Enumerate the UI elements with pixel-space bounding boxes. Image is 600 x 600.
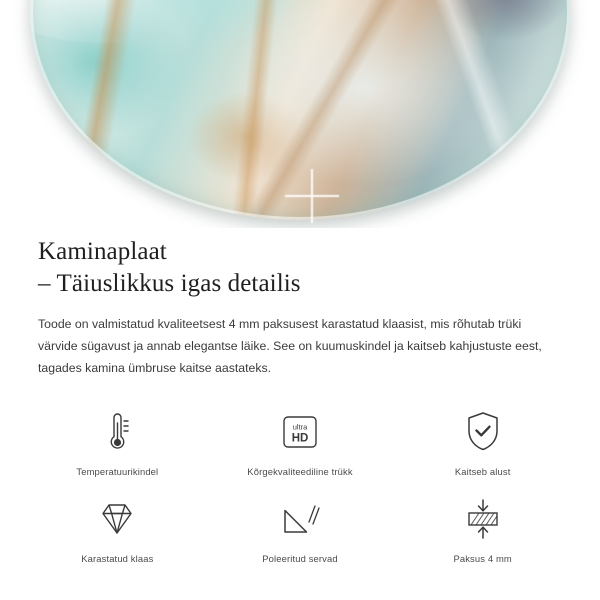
feature-label: Kõrgekvaliteediline trükk xyxy=(247,465,353,477)
feature-label: Poleeritud servad xyxy=(262,552,338,564)
page-title xyxy=(0,228,600,300)
feature-item xyxy=(209,406,392,477)
feature-label: Karastatud klaas xyxy=(81,552,154,564)
feature-item xyxy=(26,493,209,564)
feature-label: Paksus 4 mm xyxy=(453,552,512,564)
headline-line-1: Kaminaplaat xyxy=(38,238,167,265)
diamond-icon xyxy=(89,493,145,545)
content-block xyxy=(0,228,600,564)
shield-check-icon xyxy=(455,406,511,458)
hero-image xyxy=(0,0,600,228)
svg-text:HD: HD xyxy=(291,432,309,445)
feature-item xyxy=(391,493,574,564)
feature-label: Kaitseb alust xyxy=(454,465,511,477)
feature-label: Temperatuurikindel xyxy=(76,465,159,477)
ultra-hd-icon xyxy=(272,406,328,458)
feature-item xyxy=(391,406,574,477)
headline-line-2: – Täiuslikkus igas detailis xyxy=(38,270,301,297)
feature-item xyxy=(209,493,392,564)
svg-text:ultra: ultra xyxy=(292,422,308,432)
polished-edges-icon xyxy=(272,493,328,545)
thermometer-icon xyxy=(89,406,145,458)
round-plate-image xyxy=(30,0,570,220)
feature-grid xyxy=(0,380,600,564)
feature-item xyxy=(26,406,209,477)
thickness-arrows-icon xyxy=(455,493,511,545)
product-description: Toode on valmistatud kvaliteetsest 4 mm paksusest karastatud klaasist, mis rõhutab trüki värvide sügavust ja annab elegantse läike. See on kuumuskindel ja kaitseb kahjustuste eest, tagades kamina ümbruse kaitse aastateks. xyxy=(38,317,542,375)
